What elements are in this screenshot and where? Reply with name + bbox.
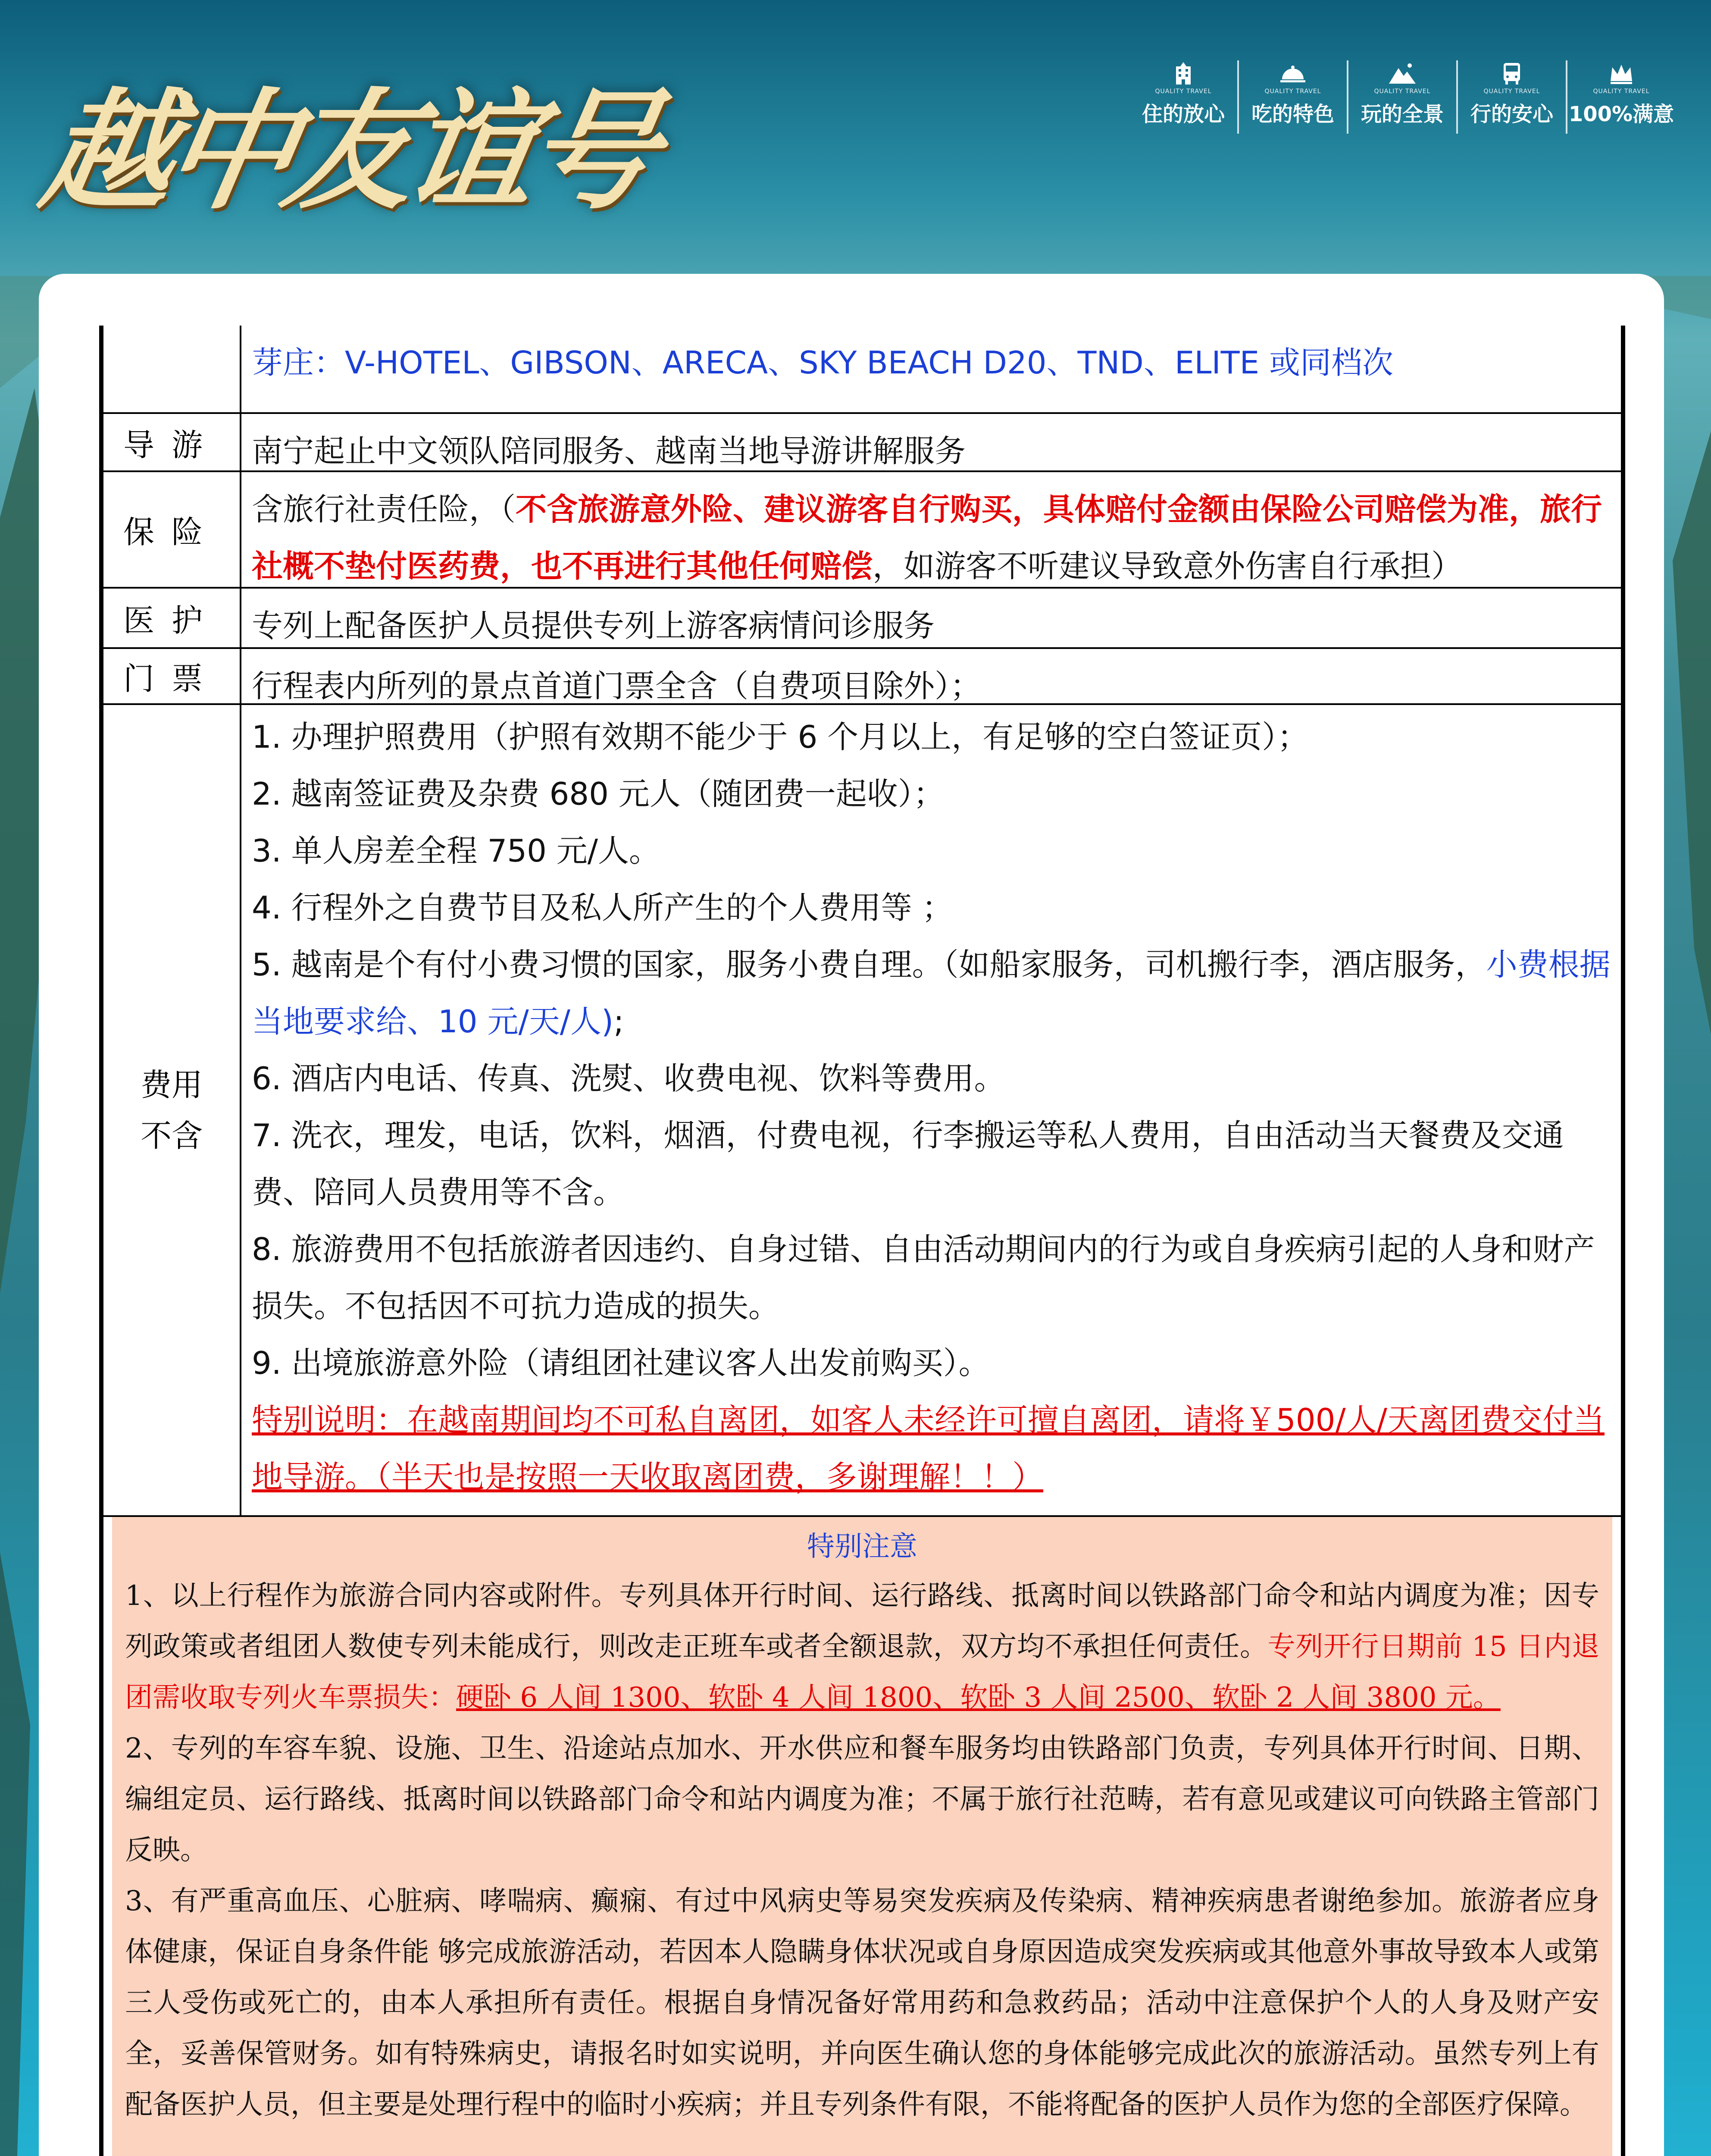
- notice-title: 特别注意: [807, 1531, 917, 1563]
- ticket-label: 门票: [103, 649, 241, 703]
- badge-transport: QUALITY TRAVEL 行的安心: [1458, 60, 1567, 134]
- tour-info-table: [99, 326, 1625, 2156]
- ticket-row: [103, 649, 1621, 705]
- badge-hotel: QUALITY TRAVEL 住的放心: [1129, 60, 1239, 134]
- notice-paragraph-3: 3、有严重高血压、心脏病、哮喘病、癫痫、有过中风病史等易突发疾病及传染病、精神疾病患者谢绝参加。旅游者应身体健康，保证自身条件能 够完成旅游活动，若因本人隐瞒身体状况或自身原因造成突发疾病或其他意外事故导致本人或第三人受伤或死亡的，由本人承担所有责任。根据自身情况备好常用药和急救药品；活动中注意保护个人的人身及财产安全，妥善保管财务。如有特殊病史，请报名时如实说明，并向医生确认您的身体能够完成此次的旅游活动。虽然专列上有配备医护人员，但主要是处理行程中的临时小疾病；并且专列条件有限，不能将配备的医护人员作为您的全部医疗保障。: [125, 1885, 1599, 2121]
- feature-badges: [1129, 60, 1675, 134]
- ticket-text: 行程表内所列的景点首道门票全含（自费项目除外）；: [252, 668, 982, 704]
- badge-food: QUALITY TRAVEL 吃的特色: [1239, 60, 1348, 134]
- hotel-icon: [1168, 60, 1198, 86]
- list-item: 9. 出境旅游意外险（请组团社建议客人出发前购买）。: [252, 1345, 990, 1381]
- insurance-row: [103, 472, 1621, 589]
- excluded-list: [241, 705, 1621, 1515]
- notice-paragraph-1: 1、以上行程作为旅游合同内容或附件。专列具体开行时间、运行路线、抵离时间以铁路部门命令和站内调度为准；因专列政策或者组团人数使专列未能成行，则改走正班车或者全额退款，双方均不承担任何责任。专列开行日期前 15 日内退团需收取专列火车票损失：硬卧 6 人间 1300、软卧 4 人间 1800、软卧 3 人间 2500、软卧 2 人间 3800 元。: [125, 1580, 1600, 1714]
- insurance-text: 含旅行社责任险，（不含旅游意外险、建议游客自行购买，具体赔付金额由保险公司赔偿为准，旅行社概不垫付医药费，也不再进行其他任何赔偿，如游客不听建议导致意外伤害自行承担）: [252, 491, 1602, 584]
- guide-text: 南宁起止中文领队陪同服务、越南当地导游讲解服务: [252, 433, 966, 469]
- list-item: 5. 越南是个有付小费习惯的国家，服务小费自理。（如船家服务，司机搬行李，酒店服务，小费根据当地要求给、10 元/天/人);: [252, 946, 1611, 1040]
- hotel-label-cell: [103, 326, 241, 412]
- dish-icon: [1278, 60, 1308, 86]
- notice-paragraph-2: 2、专列的车容车貌、设施、卫生、沿途站点加水、开水供应和餐车服务均由铁路部门负责，专列具体开行时间、日期、编组定员、运行路线、抵离时间以铁路部门命令和站内调度为准；不属于旅行社范畴，若有意见或建议可向铁路主管部门反映。: [125, 1733, 1599, 1866]
- brand-logo-title: 越中友谊号: [32, 75, 663, 227]
- list-item: 7. 洗衣，理发，电话，饮料，烟酒，付费电视，行李搬运等私人费用，自由活动当天餐费及交通费、陪同人员费用等不含。: [252, 1117, 1564, 1210]
- header: [0, 0, 1711, 276]
- excluded-costs-row: [103, 705, 1621, 1517]
- insurance-label: 保险: [103, 472, 241, 587]
- list-item: 4. 行程外之自费节目及私人所产生的个人费用等 ；: [252, 890, 953, 926]
- list-item: 2. 越南签证费及杂费 680 元人（随团费一起收）；: [252, 776, 945, 812]
- guide-row: [103, 414, 1621, 472]
- hotel-row: [103, 326, 1621, 414]
- list-item: 8. 旅游费用不包括旅游者因违约、自身过错、自由活动期间内的行为或自身疾病引起的人身和财产损失。不包括因不可抗力造成的损失。: [252, 1231, 1595, 1324]
- excluded-label: 费用 不含: [103, 705, 241, 1515]
- list-item: 6. 酒店内电话、传真、洗熨、收费电视、饮料等费用。: [252, 1060, 1005, 1097]
- medical-text: 专列上配备医护人员提供专列上游客病情问诊服务: [252, 608, 935, 644]
- bus-icon: [1497, 60, 1527, 86]
- badge-sightseeing: QUALITY TRAVEL 玩的全景: [1348, 60, 1458, 134]
- mountain-icon: [1387, 60, 1417, 86]
- badge-satisfaction: QUALITY TRAVEL 100%满意: [1567, 60, 1675, 134]
- special-note: 特别说明：在越南期间均不可私自离团，如客人未经许可擅自离团，请将￥500/人/天离团费交付当地导游。（半天也是按照一天收取离团费，多谢理解！！）: [252, 1402, 1605, 1495]
- list-item: 1. 办理护照费用（护照有效期不能少于 6 个月以上，有足够的空白签证页）；: [252, 719, 1309, 755]
- special-notice-box: [112, 1517, 1612, 2156]
- guide-label: 导游: [103, 414, 241, 470]
- medical-row: [103, 589, 1621, 649]
- list-item: 3. 单人房差全程 750 元/人。: [252, 833, 660, 869]
- hotel-text: 芽庄：V-HOTEL、GIBSON、ARECA、SKY BEACH D20、TND、ELITE 或同档次: [252, 345, 1394, 381]
- crown-icon: [1606, 60, 1636, 86]
- medical-label: 医护: [103, 589, 241, 647]
